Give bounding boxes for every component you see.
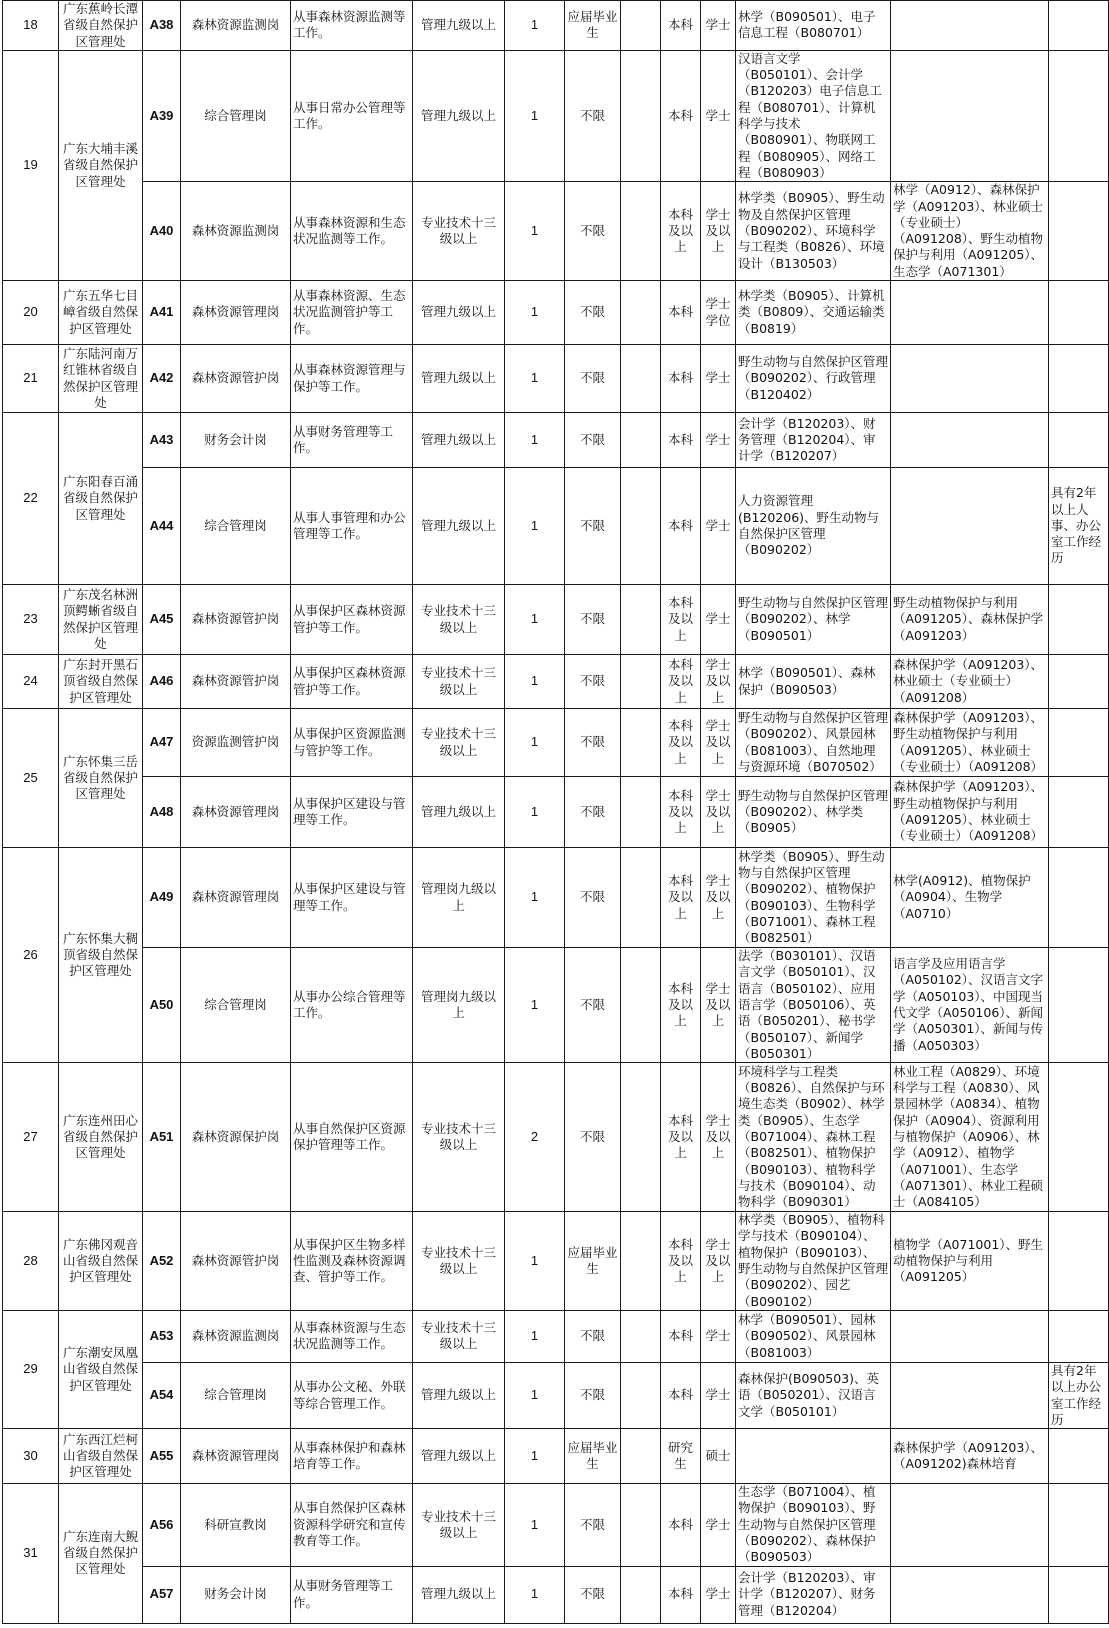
hire-count: 1 xyxy=(505,848,565,948)
undergraduate-majors: 林学类（B0905）、野生动物与自然保护区管理（B090202）、植物保护（B090103）、生物科学（B071001）、森林工程（B082501） xyxy=(736,848,891,948)
job-duty: 从事保护区建设与管理等工作。 xyxy=(291,777,413,848)
position-code: A57 xyxy=(143,1566,181,1623)
position-level: 专业技术十三级以上 xyxy=(413,1310,505,1362)
table-row xyxy=(3,50,1109,181)
other-requirements xyxy=(1049,585,1109,655)
position-name: 森林资源管理岗 xyxy=(181,281,291,345)
undergraduate-majors: 法学（B030101）、汉语言文学（B050101）、汉语言（B050102）、应用语言学（B050106）、英语（B050201）、秘书学（B050107）、新闻学（B050301） xyxy=(736,948,891,1063)
hire-count: 1 xyxy=(505,345,565,413)
position-code: A52 xyxy=(143,1212,181,1311)
serial-number: 23 xyxy=(3,585,59,655)
job-duty: 从事保护区森林资源管护等工作。 xyxy=(291,655,413,709)
position-level: 专业技术十三级以上 xyxy=(413,1212,505,1311)
position-name: 森林资源管理岗 xyxy=(181,1429,291,1484)
undergraduate-majors xyxy=(736,1429,891,1484)
target-group: 不限 xyxy=(565,1063,621,1212)
target-group: 不限 xyxy=(565,50,621,181)
undergraduate-majors: 森林保护(B090503)、英语（B050201）、汉语言文学（B050101） xyxy=(736,1362,891,1428)
job-duty: 从事森林资源与生态状况监测等工作。 xyxy=(291,1310,413,1362)
target-group: 不限 xyxy=(565,281,621,345)
position-code: A40 xyxy=(143,182,181,281)
degree-requirement: 学士及以上 xyxy=(701,777,736,848)
extra-cell xyxy=(621,1063,661,1212)
position-code: A44 xyxy=(143,468,181,585)
hire-count: 1 xyxy=(505,585,565,655)
employer-unit: 广东连南大鲵省级自然保护区管理处 xyxy=(59,1484,143,1623)
extra-cell xyxy=(621,50,661,181)
other-requirements xyxy=(1049,1566,1109,1623)
position-code: A38 xyxy=(143,1,181,51)
target-group: 不限 xyxy=(565,468,621,585)
graduate-majors xyxy=(891,281,1049,345)
position-level: 管理岗九级以上 xyxy=(413,848,505,948)
hire-count: 1 xyxy=(505,413,565,468)
extra-cell xyxy=(621,413,661,468)
undergraduate-majors: 会计学（B120203）、财务管理（B120204）、审计学（B120207） xyxy=(736,413,891,468)
position-name: 森林资源管护岗 xyxy=(181,655,291,709)
hire-count: 1 xyxy=(505,1362,565,1428)
degree-requirement: 学士 xyxy=(701,585,736,655)
job-duty: 从事办公文秘、外联等综合管理工作。 xyxy=(291,1362,413,1428)
graduate-majors: 植物学（A071001）、野生动植物保护与利用（A091205） xyxy=(891,1212,1049,1311)
serial-number: 27 xyxy=(3,1063,59,1212)
other-requirements xyxy=(1049,50,1109,181)
undergraduate-majors: 林学（B090501）、森林保护（B090503） xyxy=(736,655,891,709)
position-name: 森林资源管护岗 xyxy=(181,585,291,655)
position-level: 管理九级以上 xyxy=(413,1566,505,1623)
job-duty: 从事森林资源和生态状况监测等工作。 xyxy=(291,182,413,281)
position-name: 森林资源监测岗 xyxy=(181,182,291,281)
extra-cell xyxy=(621,281,661,345)
position-name: 科研宣教岗 xyxy=(181,1484,291,1566)
degree-requirement: 学士及以上 xyxy=(701,1212,736,1311)
other-requirements xyxy=(1049,655,1109,709)
other-requirements xyxy=(1049,1212,1109,1311)
other-requirements xyxy=(1049,948,1109,1063)
job-duty: 从事自然保护区资源保护管理等工作。 xyxy=(291,1063,413,1212)
position-code: A48 xyxy=(143,777,181,848)
target-group: 不限 xyxy=(565,585,621,655)
graduate-majors xyxy=(891,413,1049,468)
degree-requirement: 学士学位 xyxy=(701,281,736,345)
position-level: 管理九级以上 xyxy=(413,413,505,468)
extra-cell xyxy=(621,1429,661,1484)
graduate-majors xyxy=(891,50,1049,181)
extra-cell xyxy=(621,777,661,848)
serial-number: 31 xyxy=(3,1484,59,1623)
undergraduate-majors: 野生动物与自然保护区管理（B090202）、风景园林（B081003）、自然地理与资源环境（B070502） xyxy=(736,709,891,777)
graduate-majors: 森林保护学（A091203）、（A091202)森林培育 xyxy=(891,1429,1049,1484)
target-group: 不限 xyxy=(565,948,621,1063)
undergraduate-majors: 野生动物与自然保护区管理（B090202）、行政管理（B120402） xyxy=(736,345,891,413)
employer-unit: 广东佛冈观音山省级自然保护区管理处 xyxy=(59,1212,143,1311)
table-row xyxy=(3,413,1109,468)
education-level: 本科 xyxy=(661,281,701,345)
table-row xyxy=(3,948,1109,1063)
target-group: 不限 xyxy=(565,1310,621,1362)
employer-unit: 广东陆河南万红锥林省级自然保护区管理处 xyxy=(59,345,143,413)
position-code: A47 xyxy=(143,709,181,777)
position-level: 管理岗九级以上 xyxy=(413,948,505,1063)
education-level: 本科及以上 xyxy=(661,948,701,1063)
position-name: 财务会计岗 xyxy=(181,1566,291,1623)
position-level: 专业技术十三级以上 xyxy=(413,655,505,709)
undergraduate-majors: 生态学（B071004）、植物保护（B090103）、野生动物与自然保护区管理（B090202）、森林保护（B090503） xyxy=(736,1484,891,1566)
education-level: 本科 xyxy=(661,345,701,413)
position-name: 森林资源管理岗 xyxy=(181,848,291,948)
position-code: A56 xyxy=(143,1484,181,1566)
undergraduate-majors: 环境科学与工程类（B0826）、自然保护与环境生态类（B0902）、林学类（B0905）、生态学（B071004）、森林工程（B082501）、植物保护（B090103）、植物科学与技术（B090104）、动物科学（B090301） xyxy=(736,1063,891,1212)
graduate-majors xyxy=(891,1,1049,51)
position-code: A49 xyxy=(143,848,181,948)
table-row xyxy=(3,182,1109,281)
undergraduate-majors: 林学类（B0905）、野生动物及自然保护区管理（B090202）、环境科学与工程类（B0826）、环境设计（B130503） xyxy=(736,182,891,281)
extra-cell xyxy=(621,1362,661,1428)
hire-count: 1 xyxy=(505,709,565,777)
position-level: 管理九级以上 xyxy=(413,1,505,51)
position-code: A51 xyxy=(143,1063,181,1212)
hire-count: 1 xyxy=(505,182,565,281)
other-requirements xyxy=(1049,182,1109,281)
education-level: 本科及以上 xyxy=(661,585,701,655)
table-row xyxy=(3,1484,1109,1566)
extra-cell xyxy=(621,1484,661,1566)
position-level: 专业技术十三级以上 xyxy=(413,1484,505,1566)
serial-number: 28 xyxy=(3,1212,59,1311)
extra-cell xyxy=(621,585,661,655)
graduate-majors: 语言学及应用语言学（A050102）、汉语言文字学（A050103）、中国现当代文学（A050106）、新闻学（A050301）、新闻与传播（A050303） xyxy=(891,948,1049,1063)
extra-cell xyxy=(621,1,661,51)
job-duty: 从事森林资源监测等工作。 xyxy=(291,1,413,51)
employer-unit: 广东阳春百涌省级自然保护区管理处 xyxy=(59,413,143,585)
other-requirements xyxy=(1049,281,1109,345)
other-requirements xyxy=(1049,413,1109,468)
employer-unit: 广东西江烂柯山省级自然保护区管理处 xyxy=(59,1429,143,1484)
table-row xyxy=(3,1429,1109,1484)
graduate-majors: 森林保护学（A091203）、林业硕士（专业硕士）（A091208） xyxy=(891,655,1049,709)
serial-number: 21 xyxy=(3,345,59,413)
education-level: 本科 xyxy=(661,413,701,468)
target-group: 应届毕业生 xyxy=(565,1212,621,1311)
position-level: 管理九级以上 xyxy=(413,345,505,413)
position-code: A50 xyxy=(143,948,181,1063)
hire-count: 1 xyxy=(505,1484,565,1566)
position-name: 综合管理岗 xyxy=(181,50,291,181)
table-row xyxy=(3,1212,1109,1311)
employer-unit: 广东封开黑石顶省级自然保护区管理处 xyxy=(59,655,143,709)
other-requirements xyxy=(1049,1310,1109,1362)
undergraduate-majors: 野生动物与自然保护区管理（B090202）、林学（B090501） xyxy=(736,585,891,655)
table-row xyxy=(3,1310,1109,1362)
other-requirements xyxy=(1049,1,1109,51)
undergraduate-majors: 林学类（B0905）、计算机类（B0809）、交通运输类（B0819） xyxy=(736,281,891,345)
education-level: 本科及以上 xyxy=(661,1063,701,1212)
other-requirements xyxy=(1049,1429,1109,1484)
target-group: 不限 xyxy=(565,777,621,848)
hire-count: 1 xyxy=(505,1429,565,1484)
degree-requirement: 学士及以上 xyxy=(701,848,736,948)
table-row xyxy=(3,468,1109,585)
position-level: 管理九级以上 xyxy=(413,777,505,848)
table-row xyxy=(3,709,1109,777)
graduate-majors xyxy=(891,468,1049,585)
employer-unit: 广东连州田心省级自然保护区管理处 xyxy=(59,1063,143,1212)
table-body xyxy=(3,1,1109,1624)
extra-cell xyxy=(621,345,661,413)
table-row xyxy=(3,585,1109,655)
job-duty: 从事森林资源、生态状况监测管护等工作。 xyxy=(291,281,413,345)
serial-number: 22 xyxy=(3,413,59,585)
serial-number: 19 xyxy=(3,50,59,280)
degree-requirement: 学士及以上 xyxy=(701,948,736,1063)
degree-requirement: 学士 xyxy=(701,413,736,468)
undergraduate-majors: 林学（B090501）、园林（B090502）、风景园林（B081003） xyxy=(736,1310,891,1362)
position-level: 专业技术十三级以上 xyxy=(413,1063,505,1212)
table-row xyxy=(3,1063,1109,1212)
table-row xyxy=(3,1566,1109,1623)
employer-unit: 广东蕉岭长潭省级自然保护区管理处 xyxy=(59,1,143,51)
job-duty: 从事保护区森林资源管护等工作。 xyxy=(291,585,413,655)
extra-cell xyxy=(621,1310,661,1362)
graduate-majors xyxy=(891,1310,1049,1362)
job-duty: 从事保护区建设与管理等工作。 xyxy=(291,848,413,948)
serial-number: 20 xyxy=(3,281,59,345)
hire-count: 1 xyxy=(505,281,565,345)
graduate-majors xyxy=(891,345,1049,413)
degree-requirement: 学士及以上 xyxy=(701,182,736,281)
education-level: 本科及以上 xyxy=(661,709,701,777)
extra-cell xyxy=(621,709,661,777)
hire-count: 1 xyxy=(505,50,565,181)
serial-number: 26 xyxy=(3,848,59,1063)
serial-number: 25 xyxy=(3,709,59,848)
position-code: A46 xyxy=(143,655,181,709)
employer-unit: 广东五华七目嶂省级自然保护区管理处 xyxy=(59,281,143,345)
position-name: 财务会计岗 xyxy=(181,413,291,468)
education-level: 研究生 xyxy=(661,1429,701,1484)
other-requirements xyxy=(1049,345,1109,413)
extra-cell xyxy=(621,848,661,948)
position-level: 管理九级以上 xyxy=(413,281,505,345)
degree-requirement: 学士及以上 xyxy=(701,655,736,709)
other-requirements xyxy=(1049,1484,1109,1566)
job-duty: 从事财务管理等工作。 xyxy=(291,413,413,468)
target-group: 不限 xyxy=(565,1362,621,1428)
degree-requirement: 硕士 xyxy=(701,1429,736,1484)
degree-requirement: 学士及以上 xyxy=(701,1063,736,1212)
job-duty: 从事保护区资源监测与管护等工作。 xyxy=(291,709,413,777)
target-group: 不限 xyxy=(565,655,621,709)
graduate-majors: 森林保护学（A091203）、野生动植物保护与利用（A091205）、林业硕士（专业硕士）（A091208） xyxy=(891,777,1049,848)
table-row xyxy=(3,848,1109,948)
degree-requirement: 学士 xyxy=(701,468,736,585)
serial-number: 30 xyxy=(3,1429,59,1484)
other-requirements: 具有2年以上办公室工作经历 xyxy=(1049,1362,1109,1428)
extra-cell xyxy=(621,468,661,585)
other-requirements xyxy=(1049,709,1109,777)
job-duty: 从事办公综合管理等工作。 xyxy=(291,948,413,1063)
degree-requirement: 学士及以上 xyxy=(701,709,736,777)
education-level: 本科 xyxy=(661,50,701,181)
position-code: A55 xyxy=(143,1429,181,1484)
target-group: 不限 xyxy=(565,345,621,413)
degree-requirement: 学士 xyxy=(701,1484,736,1566)
employer-unit: 广东大埔丰溪省级自然保护区管理处 xyxy=(59,50,143,280)
extra-cell xyxy=(621,1212,661,1311)
job-duty: 从事日常办公管理等工作。 xyxy=(291,50,413,181)
education-level: 本科及以上 xyxy=(661,777,701,848)
extra-cell xyxy=(621,948,661,1063)
degree-requirement: 学士 xyxy=(701,50,736,181)
education-level: 本科 xyxy=(661,1484,701,1566)
graduate-majors: 林学（A0912）、森林保护学（A091203）、林业硕士（专业硕士）（A091208）、野生动植物保护与利用（A091205）、生态学（A071301） xyxy=(891,182,1049,281)
position-code: A42 xyxy=(143,345,181,413)
other-requirements xyxy=(1049,1063,1109,1212)
target-group: 应届毕业生 xyxy=(565,1,621,51)
hire-count: 1 xyxy=(505,655,565,709)
table-row xyxy=(3,281,1109,345)
table-row xyxy=(3,777,1109,848)
undergraduate-majors: 林学（B090501）、电子信息工程（B080701） xyxy=(736,1,891,51)
recruitment-table xyxy=(2,0,1109,1624)
target-group: 不限 xyxy=(565,413,621,468)
education-level: 本科及以上 xyxy=(661,655,701,709)
graduate-majors: 森林保护学（A091203）、野生动植物保护与利用（A091205）、林业硕士（专业硕士）（A091208） xyxy=(891,709,1049,777)
hire-count: 1 xyxy=(505,1,565,51)
hire-count: 1 xyxy=(505,777,565,848)
education-level: 本科 xyxy=(661,1,701,51)
degree-requirement: 学士 xyxy=(701,1566,736,1623)
position-name: 森林资源管护岗 xyxy=(181,345,291,413)
education-level: 本科及以上 xyxy=(661,182,701,281)
position-code: A43 xyxy=(143,413,181,468)
undergraduate-majors: 汉语言文学（B050101）、会计学（B120203）电子信息工程（B080701）、计算机科学与技术（B080901）、物联网工程（B080905）、网络工程（B080903） xyxy=(736,50,891,181)
graduate-majors: 林业工程（A0829）、环境科学与工程（A0830）、风景园林学（A0834）、植物保护（A0904）、资源利用与植物保护（A0906）、林学（A0912）、植物学（A071001）、生态学（A071301）、林业工程硕士（A084105） xyxy=(891,1063,1049,1212)
education-level: 本科 xyxy=(661,468,701,585)
position-level: 专业技术十三级以上 xyxy=(413,585,505,655)
other-requirements xyxy=(1049,777,1109,848)
position-level: 管理九级以上 xyxy=(413,468,505,585)
job-duty: 从事财务管理等工作。 xyxy=(291,1566,413,1623)
undergraduate-majors: 林学类（B0905）、植物科学与技术（B090104）、植物保护（B090103）、野生动物与自然保护区管理（B090202）、园艺（B090102） xyxy=(736,1212,891,1311)
education-level: 本科及以上 xyxy=(661,848,701,948)
position-code: A54 xyxy=(143,1362,181,1428)
other-requirements xyxy=(1049,848,1109,948)
education-level: 本科及以上 xyxy=(661,1212,701,1311)
position-code: A53 xyxy=(143,1310,181,1362)
graduate-majors xyxy=(891,1566,1049,1623)
position-name: 森林资源管理岗 xyxy=(181,777,291,848)
position-name: 森林资源保护岗 xyxy=(181,1063,291,1212)
serial-number: 24 xyxy=(3,655,59,709)
position-name: 森林资源管护岗 xyxy=(181,1212,291,1311)
graduate-majors xyxy=(891,1484,1049,1566)
position-name: 资源监测管护岗 xyxy=(181,709,291,777)
employer-unit: 广东怀集大稠顶省级自然保护区管理处 xyxy=(59,848,143,1063)
undergraduate-majors: 人力资源管理(B120206)、野生动物与自然保护区管理（B090202） xyxy=(736,468,891,585)
job-duty: 从事森林保护和森林培育等工作。 xyxy=(291,1429,413,1484)
employer-unit: 广东潮安凤凰山省级自然保护区管理处 xyxy=(59,1310,143,1428)
hire-count: 1 xyxy=(505,1566,565,1623)
graduate-majors: 野生动植物保护与利用（A091205）、森林保护学（A091203） xyxy=(891,585,1049,655)
education-level: 本科 xyxy=(661,1362,701,1428)
position-level: 专业技术十三级以上 xyxy=(413,182,505,281)
degree-requirement: 学士 xyxy=(701,1,736,51)
hire-count: 1 xyxy=(505,468,565,585)
degree-requirement: 学士 xyxy=(701,1310,736,1362)
position-name: 综合管理岗 xyxy=(181,948,291,1063)
position-name: 综合管理岗 xyxy=(181,1362,291,1428)
target-group: 不限 xyxy=(565,848,621,948)
extra-cell xyxy=(621,1566,661,1623)
serial-number: 29 xyxy=(3,1310,59,1428)
employer-unit: 广东怀集三岳省级自然保护区管理处 xyxy=(59,709,143,848)
graduate-majors xyxy=(891,1362,1049,1428)
degree-requirement: 学士 xyxy=(701,345,736,413)
table-row xyxy=(3,345,1109,413)
target-group: 不限 xyxy=(565,182,621,281)
position-level: 管理九级以上 xyxy=(413,50,505,181)
position-level: 专业技术十三级以上 xyxy=(413,709,505,777)
position-code: A41 xyxy=(143,281,181,345)
employer-unit: 广东茂名林洲顶鳄蜥省级自然保护区管理处 xyxy=(59,585,143,655)
job-duty: 从事人事管理和办公管理等工作。 xyxy=(291,468,413,585)
job-duty: 从事保护区生物多样性监测及森林资源调查、管护等工作。 xyxy=(291,1212,413,1311)
position-level: 管理九级以上 xyxy=(413,1362,505,1428)
other-requirements: 具有2年以上人事、办公室工作经历 xyxy=(1049,468,1109,585)
position-code: A39 xyxy=(143,50,181,181)
job-duty: 从事森林资源管理与保护等工作。 xyxy=(291,345,413,413)
position-name: 森林资源监测岗 xyxy=(181,1,291,51)
degree-requirement: 学士 xyxy=(701,1362,736,1428)
serial-number: 18 xyxy=(3,1,59,51)
table-row xyxy=(3,655,1109,709)
education-level: 本科 xyxy=(661,1310,701,1362)
table-row xyxy=(3,1,1109,51)
position-level: 管理九级以上 xyxy=(413,1429,505,1484)
hire-count: 1 xyxy=(505,1212,565,1311)
extra-cell xyxy=(621,655,661,709)
position-name: 森林资源监测岗 xyxy=(181,1310,291,1362)
position-name: 综合管理岗 xyxy=(181,468,291,585)
position-code: A45 xyxy=(143,585,181,655)
target-group: 不限 xyxy=(565,709,621,777)
graduate-majors: 林学(A0912)、植物保护（A0904）、生物学（A0710） xyxy=(891,848,1049,948)
target-group: 不限 xyxy=(565,1566,621,1623)
undergraduate-majors: 会计学（B120203）、审计学（B120207）、财务管理（B120204） xyxy=(736,1566,891,1623)
job-duty: 从事自然保护区森林资源科学研究和宣传教育等工作。 xyxy=(291,1484,413,1566)
hire-count: 2 xyxy=(505,1063,565,1212)
target-group: 应届毕业生 xyxy=(565,1429,621,1484)
extra-cell xyxy=(621,182,661,281)
education-level: 本科 xyxy=(661,1566,701,1623)
undergraduate-majors: 野生动物与自然保护区管理（B090202）、林学类（B0905） xyxy=(736,777,891,848)
hire-count: 1 xyxy=(505,1310,565,1362)
table-row xyxy=(3,1362,1109,1428)
target-group: 不限 xyxy=(565,1484,621,1566)
hire-count: 1 xyxy=(505,948,565,1063)
